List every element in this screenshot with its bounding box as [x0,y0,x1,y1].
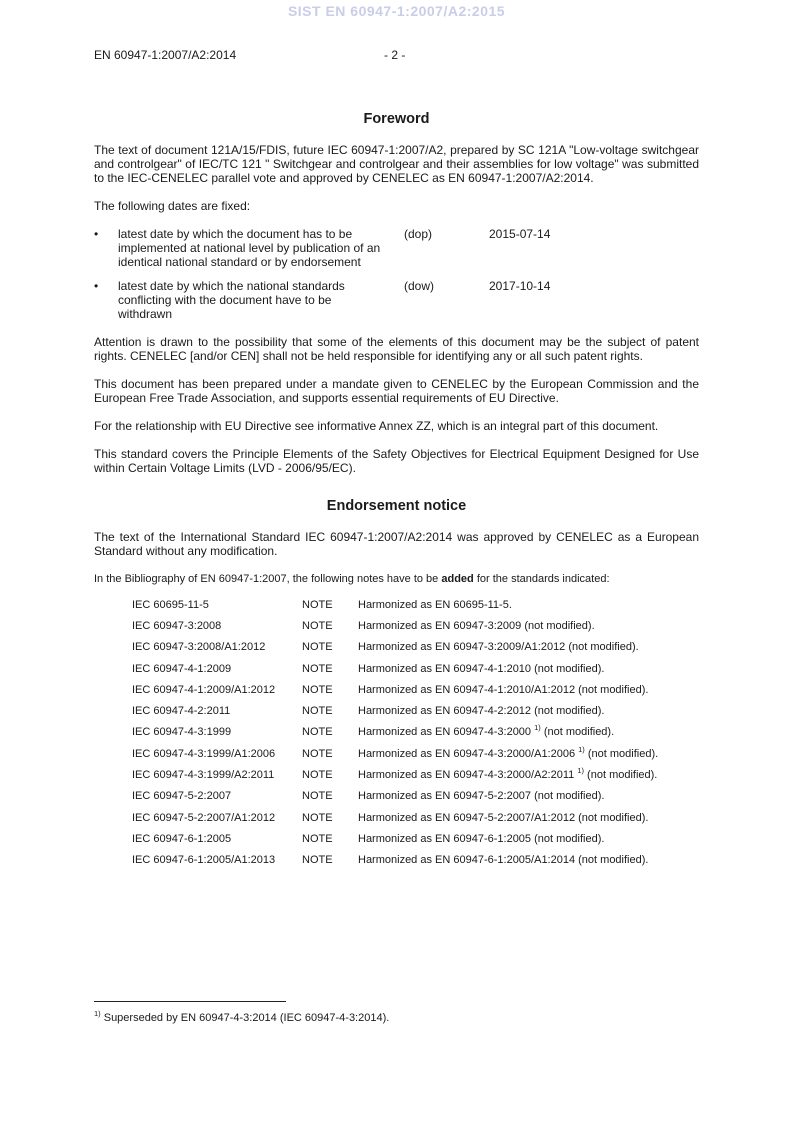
note-text-cell [358,850,662,871]
standard-ref: IEC 60947-4-3:1999/A2:2011 [132,769,275,782]
document-body [94,110,699,871]
note-suffix: (not modified). [540,726,615,739]
foreword-paragraph-fdis: The text of document 121A/15/FDIS, future IEC 60947-1:2007/A2, prepared by SC 121A "Low-voltage switchgear and controlgear" of IEC/TC 121 " Switchgear and controlgear and their assemblies for low voltage" was submitted to the IEC-CENELEC parallel vote and approved by CENELEC as EN 60947-1:2007/A2:2014. [94,143,699,185]
note-row [132,658,662,679]
date-item [94,279,699,321]
note-label: NOTE [302,790,333,803]
note-row [132,700,662,721]
note-row [132,764,662,785]
footnote-ref: 1) [534,723,541,733]
note-text: Harmonized as EN 60947-4-3:2000 [358,726,535,739]
note-text-cell [358,722,662,743]
note-label: NOTE [302,726,333,739]
note-text: Harmonized as EN 60947-3:2009/A1:2012 (not modified). [358,641,639,654]
dates-intro: The following dates are fixed: [94,199,251,213]
note-text-cell [358,637,662,658]
date-description: latest date by which the national standards conflicting with the document have to be withdrawn [118,279,345,321]
endorsement-title: Endorsement notice [326,498,467,514]
note-text: Harmonized as EN 60947-4-1:2010 (not modified). [358,662,605,675]
date-value: 2017-10-14 [489,279,551,293]
note-label: NOTE [302,832,333,845]
note-text: Harmonized as EN 60695-11-5. [358,598,512,611]
note-text: Harmonized as EN 60947-3:2009 (not modified). [358,619,595,632]
foreword-title: Foreword [363,111,430,127]
bibliography-intro-bold: added [441,573,474,585]
note-text-cell [358,807,662,828]
date-code: (dop) [404,227,433,241]
note-text: Harmonized as EN 60947-4-3:2000/A1:2006 [358,747,579,760]
date-code: (dow) [404,279,435,293]
notes-table [132,594,662,871]
footnote-ref: 1) [578,744,585,754]
note-row [132,828,662,849]
note-row [132,743,662,764]
watermark: SIST EN 60947-1:2007/A2:2015 [287,3,506,19]
bibliography-intro [94,572,699,586]
bullet: • [94,227,99,241]
note-label: NOTE [302,705,333,718]
note-row [132,615,662,636]
footnote-separator [94,1001,286,1002]
bullet: • [94,279,99,293]
note-label: NOTE [302,747,333,760]
standard-ref: IEC 60947-6-1:2005 [132,832,232,845]
bibliography-intro-post: for the standards indicated: [473,573,610,585]
standard-ref: IEC 60947-4-3:1999/A1:2006 [132,747,276,760]
dates-list [94,227,699,321]
footnote-text: Superseded by EN 60947-4-3:2014 (IEC 60947-4-3:2014). [100,1012,390,1024]
standard-ref: IEC 60947-3:2008 [132,619,222,632]
note-row [132,850,662,871]
date-item [94,227,699,269]
standard-ref: IEC 60947-4-3:1999 [132,726,232,739]
header-page-number: - 2 - [384,48,406,62]
note-suffix: (not modified). [584,769,658,782]
standard-ref: IEC 60947-4-2:2011 [132,705,231,718]
note-label: NOTE [302,641,333,654]
note-label: NOTE [302,619,333,632]
note-text-cell [358,679,662,700]
foreword-section [94,110,699,475]
note-suffix: (not modified). [584,747,659,760]
footnote-mark: 1) [94,1009,101,1018]
header-doc-id: EN 60947-1:2007/A2:2014 [94,48,237,62]
standard-ref: IEC 60947-3:2008/A1:2012 [132,641,266,654]
note-text: Harmonized as EN 60947-5-2:2007 (not modified). [358,790,605,803]
standard-ref: IEC 60947-4-1:2009 [132,662,232,675]
standard-ref: IEC 60947-5-2:2007 [132,790,232,803]
note-label: NOTE [302,683,333,696]
note-row [132,637,662,658]
note-text-cell [358,786,662,807]
note-text: Harmonized as EN 60947-6-1:2005/A1:2014 (not modified). [358,854,649,867]
endorsement-section [94,497,699,871]
note-text-cell [358,700,662,721]
note-text-cell [358,658,662,679]
note-row [132,786,662,807]
note-text-cell [358,594,662,615]
note-row [132,807,662,828]
note-label: NOTE [302,662,333,675]
note-text: Harmonized as EN 60947-4-2:2012 (not modified). [358,705,605,718]
foreword-paragraph-mandate: This document has been prepared under a mandate given to CENELEC by the European Commission and the European Free Trade Association, and supports essential requirements of EU Directive. [94,377,699,405]
note-text: Harmonized as EN 60947-4-3:2000/A2:2011 [358,769,578,782]
standard-ref: IEC 60947-6-1:2005/A1:2013 [132,854,276,867]
note-row [132,722,662,743]
note-row [132,594,662,615]
foreword-paragraph-patent: Attention is drawn to the possibility that some of the elements of this document may be the subject of patent rights. CENELEC [and/or CEN] shall not be held responsible for identifying any or all such patent rights. [94,335,699,363]
date-value: 2015-07-14 [489,227,551,241]
note-text-cell [358,743,662,764]
note-row [132,679,662,700]
note-label: NOTE [302,769,333,782]
note-label: NOTE [302,854,333,867]
foreword-paragraph-annex: For the relationship with EU Directive see informative Annex ZZ, which is an integral part of this document. [94,419,659,433]
endorsement-paragraph: The text of the International Standard IEC 60947-1:2007/A2:2014 was approved by CENELEC as a European Standard without any modification. [94,530,699,558]
note-text-cell [358,615,662,636]
note-label: NOTE [302,598,333,611]
note-label: NOTE [302,811,333,824]
note-text-cell [358,828,662,849]
note-text-cell [358,764,662,785]
date-description: latest date by which the document has to be implemented at national level by publication of an identical national standard or by endorsement [118,227,381,269]
standard-ref: IEC 60947-4-1:2009/A1:2012 [132,683,276,696]
note-text: Harmonized as EN 60947-4-1:2010/A1:2012 (not modified). [358,683,649,696]
bibliography-intro-pre: In the Bibliography of EN 60947-1:2007, the following notes have to be [94,573,442,585]
footnote [94,1009,390,1024]
standard-ref: IEC 60947-5-2:2007/A1:2012 [132,811,276,824]
standard-ref: IEC 60695-11-5 [132,598,209,611]
note-text: Harmonized as EN 60947-5-2:2007/A1:2012 (not modified). [358,811,649,824]
footnote-ref: 1) [577,766,584,776]
foreword-paragraph-lvd: This standard covers the Principle Elements of the Safety Objectives for Electrical Equipment Designed for Use within Certain Voltage Limits (LVD - 2006/95/EC). [94,447,699,475]
note-text: Harmonized as EN 60947-6-1:2005 (not modified). [358,832,605,845]
